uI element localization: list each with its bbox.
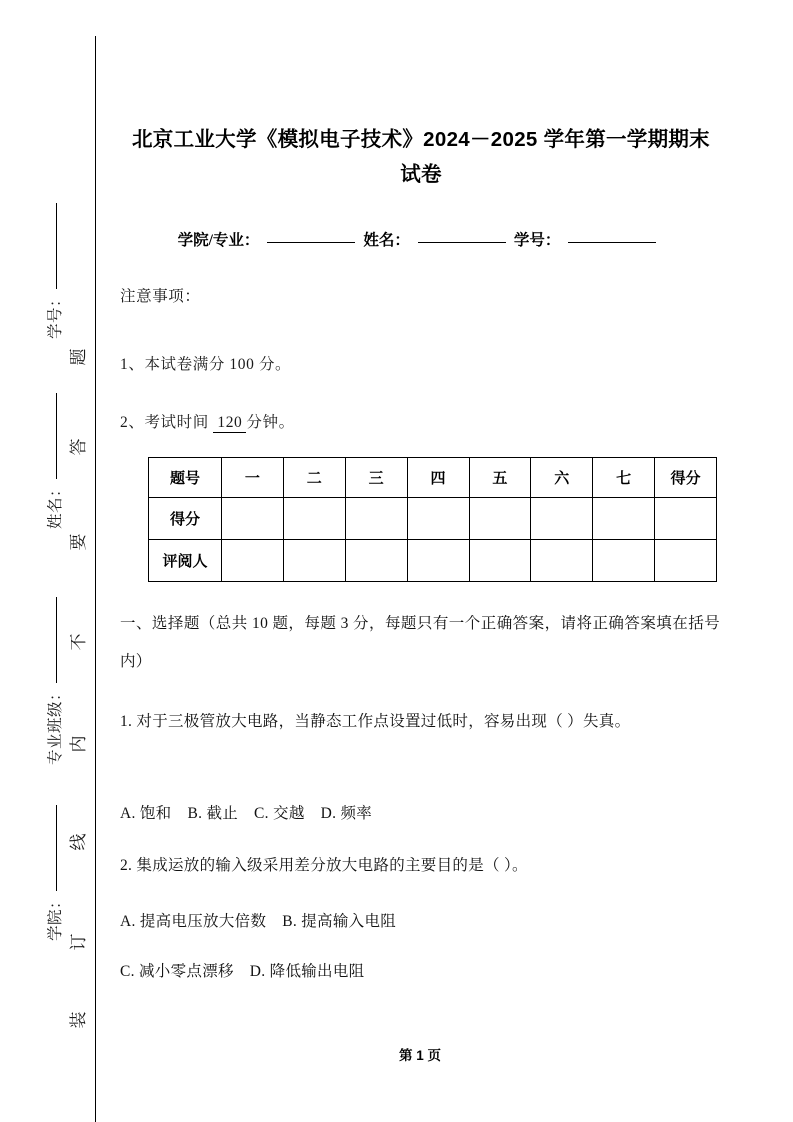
table-cell[interactable] [531, 540, 593, 582]
table-cell[interactable] [283, 498, 345, 540]
question-1-option-b[interactable]: B. 截止 [187, 805, 239, 822]
section-1-heading: 一、选择题（总共 10 题，每题 3 分，每题只有一个正确答案，请将正确答案填在括号内） [120, 615, 720, 670]
margin-field-rule[interactable] [56, 393, 57, 479]
seal-phrase-char: 题 [69, 348, 88, 366]
name-label: 姓名： [363, 232, 410, 249]
table-header-cell: 五 [469, 458, 531, 498]
seal-phrase-char: 答 [69, 438, 88, 456]
question-2-option-d[interactable]: D. 降低输出电阻 [249, 963, 365, 980]
margin-field-rule[interactable] [56, 597, 57, 683]
margin-field-rule[interactable] [56, 805, 57, 891]
margin-field-label: 学院： [47, 893, 64, 942]
margin-field-label: 学号： [47, 291, 64, 340]
margin-field-label: 专业班级： [47, 685, 64, 766]
student-info-line [126, 228, 716, 250]
margin-field-college[interactable] [43, 773, 69, 973]
score-table [148, 457, 717, 582]
table-header-cell: 四 [407, 458, 469, 498]
question-1-options [120, 795, 720, 833]
table-row [149, 540, 717, 582]
notes-item-2-prefix: 2、考试时间 [120, 414, 209, 431]
student-id-blank[interactable] [568, 242, 656, 243]
exam-duration-value: 120 [213, 414, 246, 433]
table-header-cell: 一 [222, 458, 284, 498]
table-cell[interactable] [655, 498, 717, 540]
seal-phrase-char: 内 [69, 735, 88, 753]
table-header-cell: 七 [593, 458, 655, 498]
table-cell[interactable] [593, 540, 655, 582]
question-1-option-d[interactable]: D. 频率 [320, 805, 373, 822]
table-header-cell: 题号 [149, 458, 222, 498]
table-cell[interactable] [345, 498, 407, 540]
table-header-cell: 得分 [655, 458, 717, 498]
page-title: 北京工业大学《模拟电子技术》2024－2025 学年第一学期期末试卷 [131, 128, 710, 186]
name-blank[interactable] [418, 242, 506, 243]
seal-phrase-char: 要 [69, 533, 88, 551]
table-cell[interactable] [531, 498, 593, 540]
table-row-label: 评阅人 [149, 540, 222, 582]
seal-phrase-char: 线 [69, 833, 88, 851]
table-header-cell: 二 [283, 458, 345, 498]
table-row [149, 498, 717, 540]
question-2-options-row-1 [120, 903, 720, 941]
question-2-stem: 2. 集成运放的输入级采用差分放大电路的主要目的是（ ）。 [120, 857, 528, 874]
table-row-header [149, 458, 717, 498]
margin-field-rule[interactable] [56, 203, 57, 289]
table-cell[interactable] [222, 498, 284, 540]
margin-field-student-id[interactable] [43, 171, 69, 371]
table-cell[interactable] [469, 540, 531, 582]
seal-phrase-char: 订 [69, 933, 88, 951]
college-major-blank[interactable] [267, 242, 355, 243]
margin-field-label: 姓名： [47, 481, 64, 530]
notes-item-2-suffix: 分钟。 [246, 414, 295, 431]
table-cell[interactable] [345, 540, 407, 582]
college-major-label: 学院/专业： [177, 232, 260, 249]
binding-margin [0, 0, 96, 1122]
margin-field-name[interactable] [43, 361, 69, 561]
table-cell[interactable] [469, 498, 531, 540]
table-cell[interactable] [407, 540, 469, 582]
question-1-option-a[interactable]: A. 饱和 [120, 805, 172, 822]
page-footer: 第 1 页 [398, 1048, 441, 1063]
notes-item-1: 1、本试卷满分 100 分。 [120, 356, 292, 373]
seal-phrase-char: 装 [69, 1011, 88, 1029]
notes-heading: 注意事项： [120, 288, 201, 305]
question-2-option-b[interactable]: B. 提高输入电阻 [282, 913, 397, 930]
seal-phrase-char: 不 [69, 633, 88, 651]
student-id-label: 学号： [513, 232, 561, 249]
notes-item-2 [120, 410, 720, 433]
table-header-cell: 六 [531, 458, 593, 498]
question-1-stem: 1. 对于三极管放大电路，当静态工作点设置过低时，容易出现（ ）失真。 [120, 713, 631, 730]
question-2-options-row-2 [120, 953, 720, 991]
question-2-option-c[interactable]: C. 减小零点漂移 [120, 963, 234, 980]
table-row-label: 得分 [149, 498, 222, 540]
table-cell[interactable] [593, 498, 655, 540]
table-cell[interactable] [222, 540, 284, 582]
table-cell[interactable] [283, 540, 345, 582]
margin-vertical-rule [95, 36, 96, 1122]
table-cell[interactable] [407, 498, 469, 540]
margin-field-class[interactable] [43, 581, 69, 781]
question-2-option-a[interactable]: A. 提高电压放大倍数 [120, 913, 267, 930]
table-cell[interactable] [655, 540, 717, 582]
question-1-option-c[interactable]: C. 交越 [254, 805, 305, 822]
table-header-cell: 三 [345, 458, 407, 498]
